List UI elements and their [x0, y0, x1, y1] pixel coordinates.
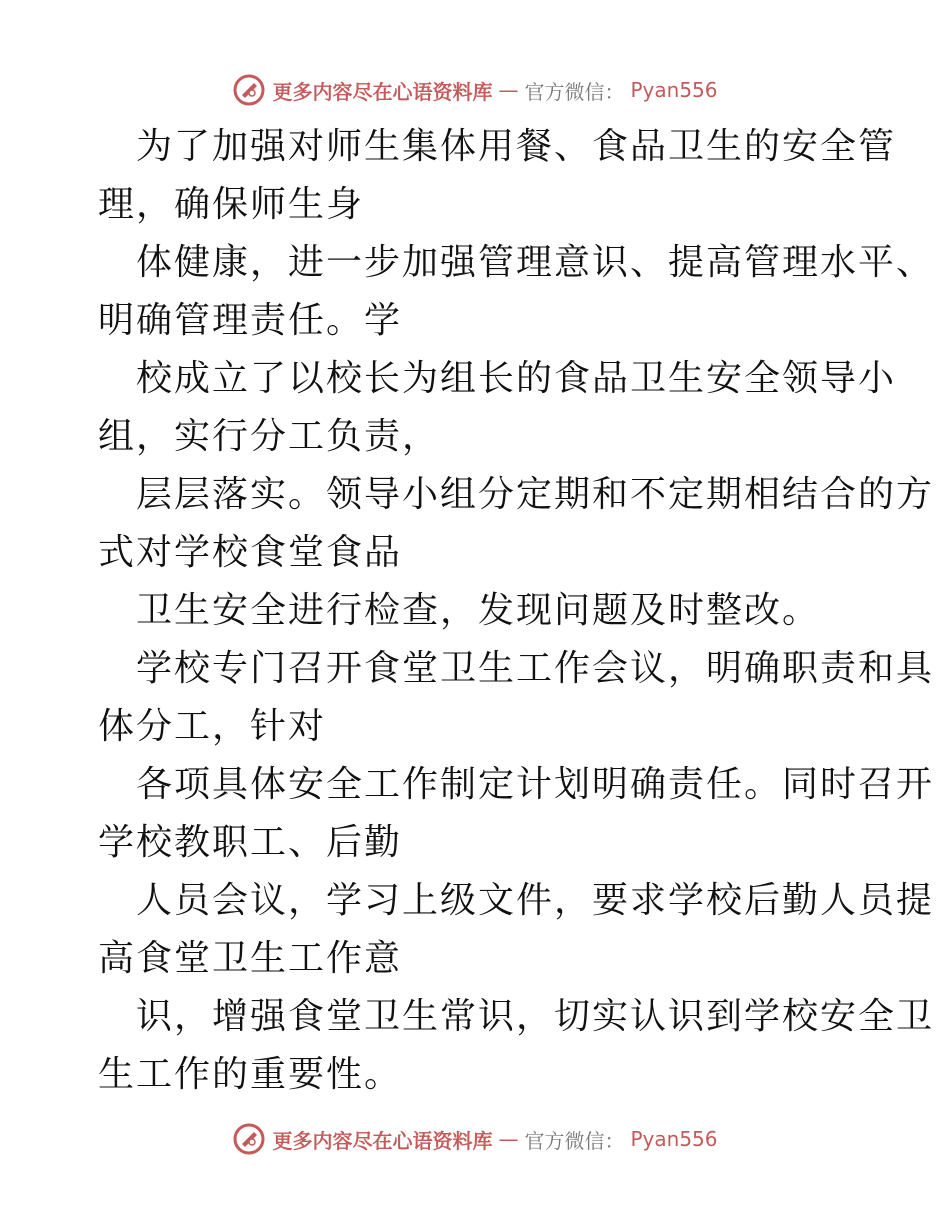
- watermark-brand-text: 更多内容尽在心语资料库: [272, 79, 493, 104]
- brand-logo-icon: [232, 73, 266, 107]
- paragraph-line: 人员会议，学习上级文件，要求学校后勤人员提: [136, 880, 935, 921]
- paragraph-line: 各项具体安全工作制定计划明确责任。同时召开: [136, 764, 935, 805]
- brand-logo-icon: [232, 1122, 266, 1156]
- paragraph-line: 生工作的重要性。: [98, 1054, 403, 1095]
- paragraph-line: 识，增强食堂卫生常识，切实认识到学校安全卫: [136, 996, 935, 1037]
- watermark-dash: —: [498, 1127, 519, 1151]
- paragraph-line: 理，确保师生身: [98, 184, 365, 225]
- paragraph-line: 层层落实。领导小组分定期和不定期相结合的方: [136, 474, 935, 515]
- watermark-brand-text: 更多内容尽在心语资料库: [272, 1128, 493, 1153]
- watermark-dash: —: [498, 78, 519, 102]
- paragraph-line: 学校教职工、后勤: [98, 822, 403, 863]
- paragraph-line: 学校专门召开食堂卫生工作会议，明确职责和具: [136, 648, 935, 689]
- header-watermark: [0, 70, 950, 110]
- paragraph-line: 体健康，进一步加强管理意识、提高管理水平、: [136, 242, 935, 283]
- paragraph-line: 组，实行分工负责，: [98, 416, 441, 457]
- paragraph-line: 明确管理责任。学: [98, 300, 403, 341]
- paragraph-line: 卫生安全进行检查，发现问题及时整改。: [136, 590, 821, 631]
- paragraph-line: 高食堂卫生工作意: [98, 938, 403, 979]
- paragraph-line: 校成立了以校长为组长的食品卫生安全领导小: [136, 358, 897, 399]
- watermark-official-label: 官方微信：: [524, 79, 625, 104]
- document-body: [98, 118, 935, 1104]
- paragraph-line: 体分工，针对: [98, 706, 327, 747]
- watermark-official-label: 官方微信：: [524, 1128, 625, 1153]
- footer-watermark: [0, 1119, 950, 1159]
- paragraph-line: 式对学校食堂食品: [98, 532, 403, 573]
- watermark-wechat-id: Pyan556: [630, 1127, 718, 1151]
- watermark-wechat-id: Pyan556: [630, 78, 718, 102]
- paragraph-line: 为了加强对师生集体用餐、食品卫生的安全管: [136, 126, 897, 167]
